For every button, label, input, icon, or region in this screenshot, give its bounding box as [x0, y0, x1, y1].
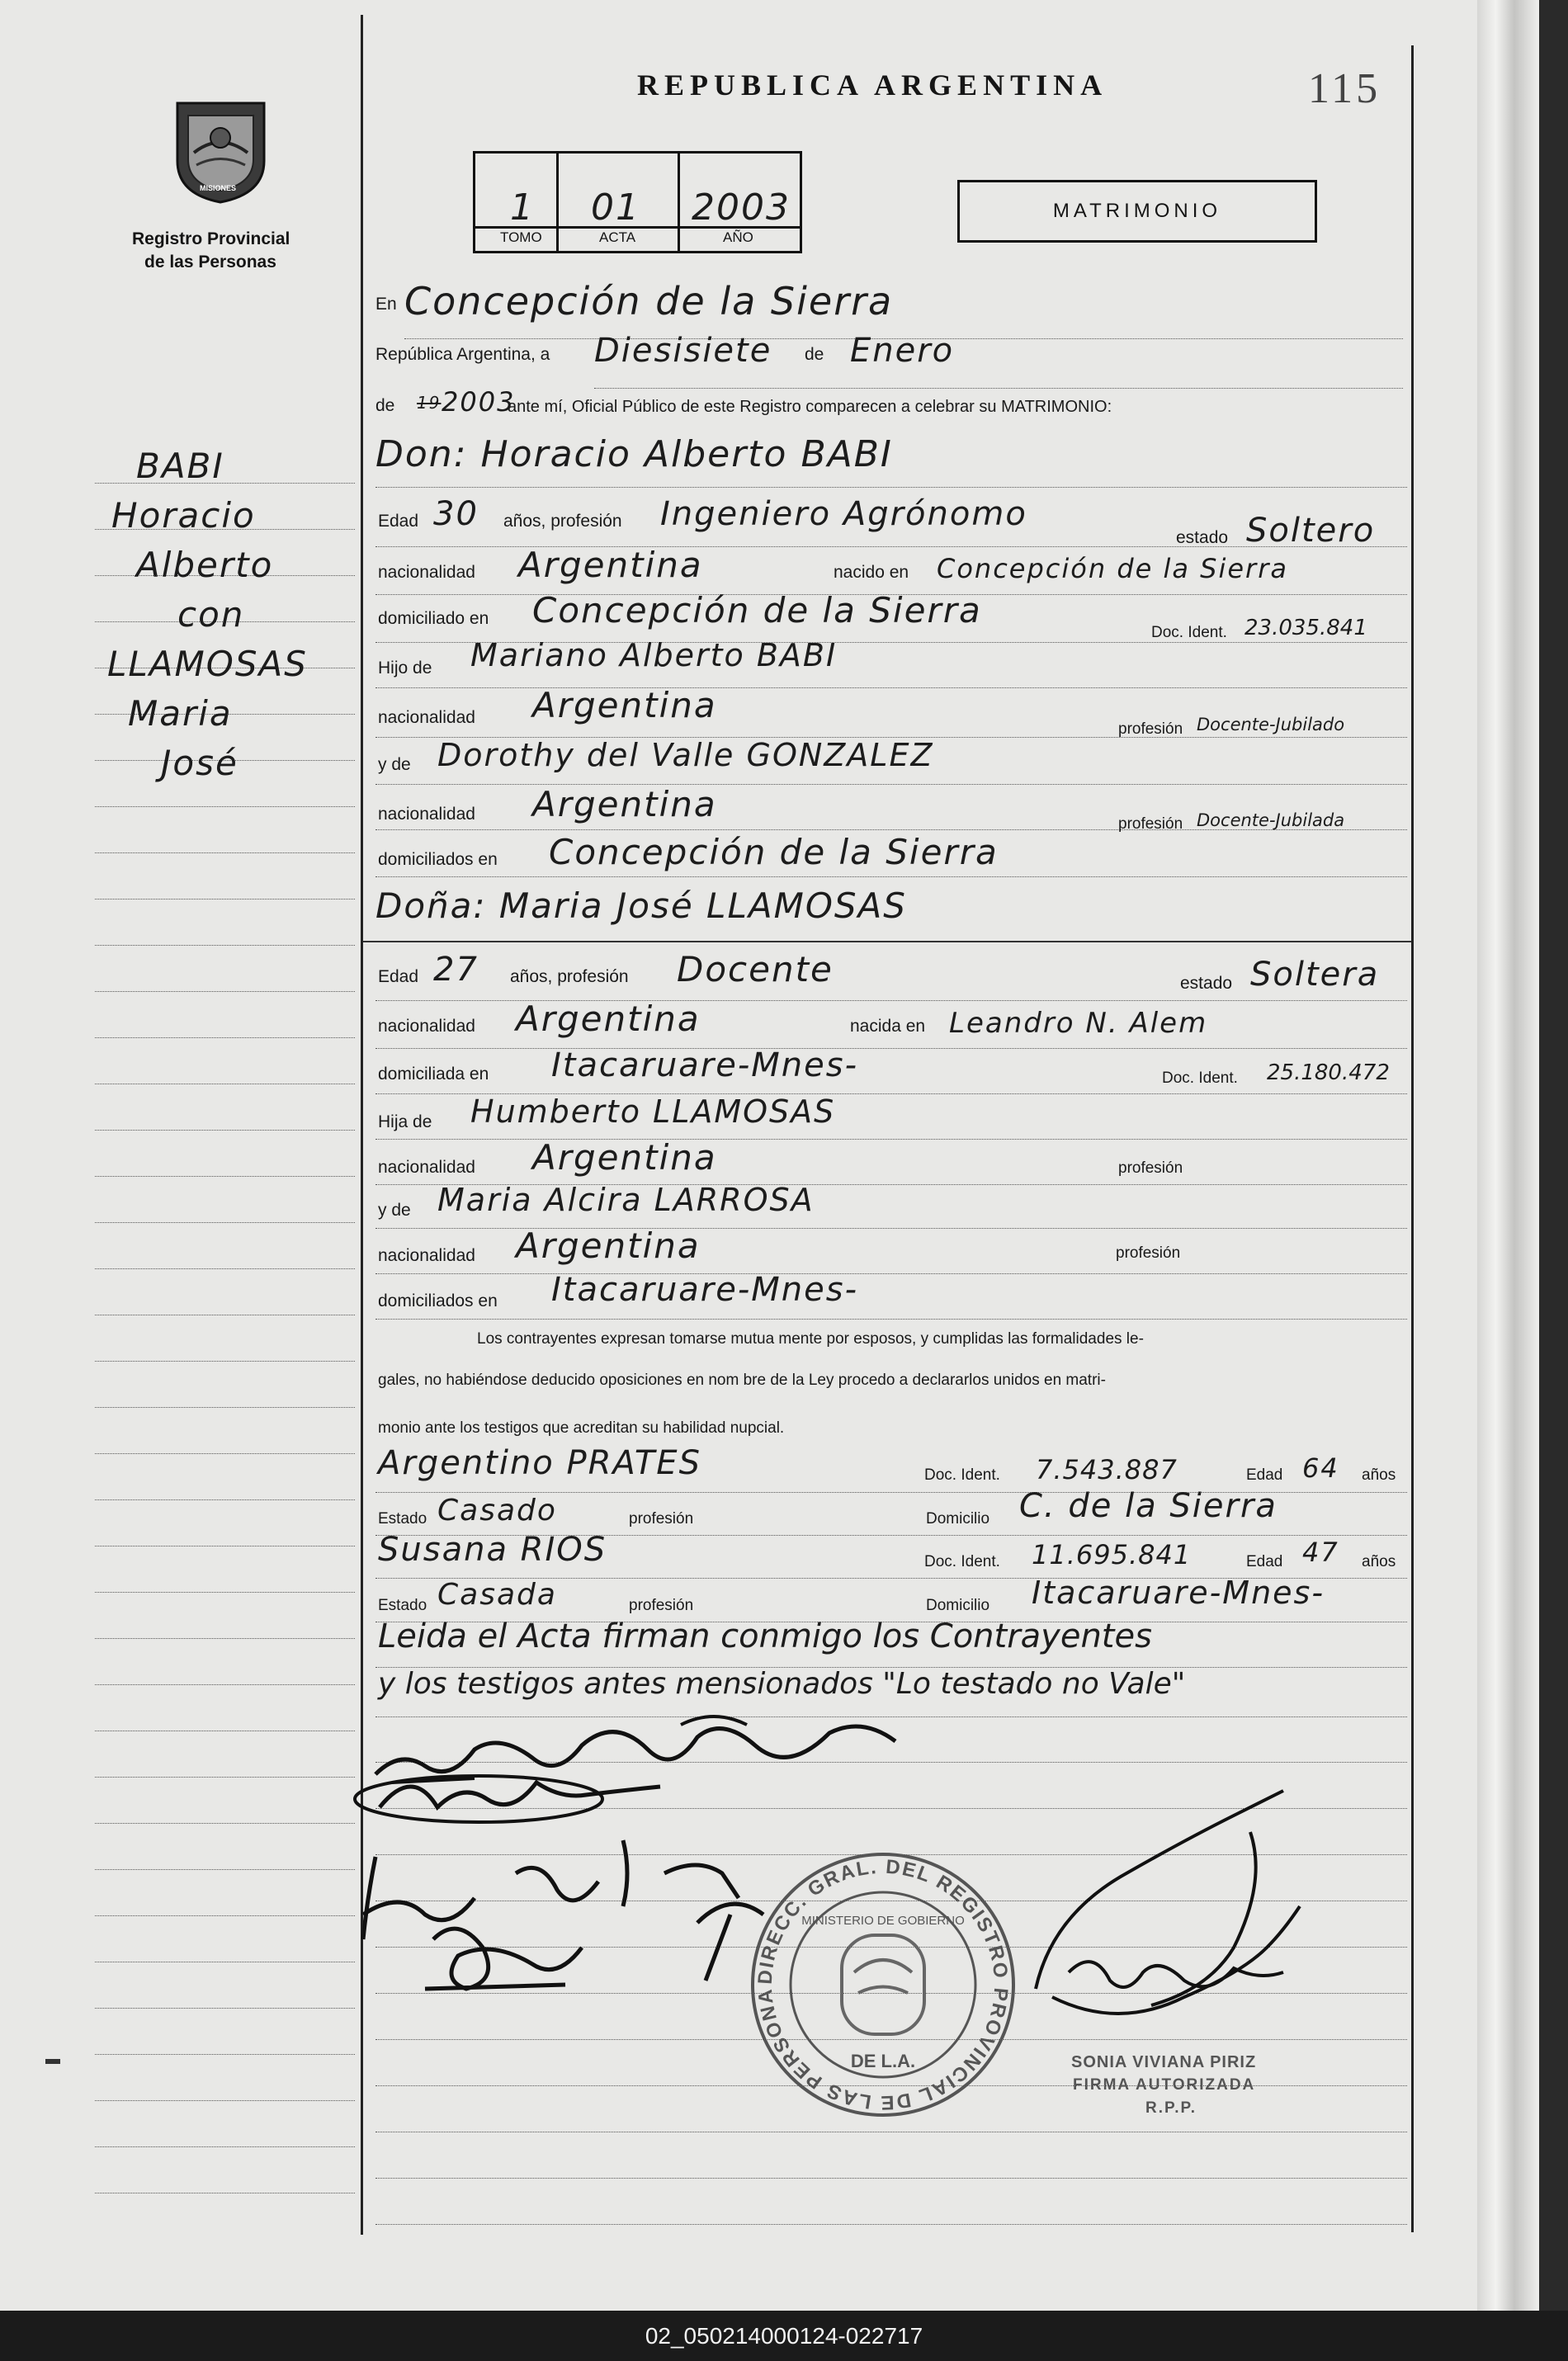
margin-ruled-line: [95, 1361, 355, 1362]
bride-hija-label: Hija de: [378, 1112, 432, 1131]
bride-age: 27: [433, 951, 479, 989]
witness2-anos-label: años: [1362, 1553, 1396, 1570]
anio-value: 2003: [692, 187, 791, 229]
groom-mother-profession: Docente-Jubilada: [1197, 810, 1345, 830]
officer-org: R.P.P.: [1145, 2099, 1197, 2117]
groom-mother: Dorothy del Valle GONZALEZ: [437, 737, 934, 773]
groom-mother-nationality: Argentina: [532, 784, 717, 824]
tomo-value: 1: [510, 187, 535, 229]
bride-doc: 25.180.472: [1267, 1060, 1390, 1085]
witness1-name: Argentino PRATES: [378, 1444, 701, 1482]
en-label: En: [375, 295, 397, 314]
groom-edad-label: Edad: [378, 512, 419, 531]
margin-ruled-line: [95, 1823, 355, 1824]
crest-icon: [165, 95, 276, 206]
record-type-label: MATRIMONIO: [1052, 200, 1222, 222]
bride-name-line: Doña: Maria José LLAMOSAS: [375, 885, 907, 926]
bride-profession: Docente: [677, 949, 834, 989]
bride-nat-label: nacionalidad: [378, 1017, 475, 1036]
margin-ruled-line: [95, 852, 355, 853]
groom-profession: Ingeniero Agrónomo: [660, 495, 1027, 533]
country-heading: REPUBLICA ARGENTINA: [637, 68, 1108, 102]
witness1-doc-label: Doc. Ident.: [924, 1466, 1000, 1484]
bride-father-nationality: Argentina: [532, 1137, 717, 1178]
bride-yde-label: y de: [378, 1201, 411, 1220]
bride-anos-label: años, profesión: [510, 967, 629, 986]
stamp-ring-text: DIRECC. GRAL. DEL REGISTRO PROVINCIAL DE LAS PERSONA: [753, 1855, 1013, 2114]
closing-line1: Leida el Acta firman conmigo los Contrayentes: [378, 1617, 1152, 1655]
groom-father-profession: Docente-Jubilado: [1197, 715, 1345, 734]
bride-father-prof-label: profesión: [1118, 1159, 1183, 1177]
witness2-domicile: Itacaruare-Mnes-: [1032, 1575, 1325, 1611]
year-prefix: 19: [417, 393, 442, 413]
margin-ruled-line: [95, 1222, 355, 1223]
bride-mother-nationality: Argentina: [516, 1225, 701, 1266]
margin-ruled-line: [95, 806, 355, 807]
tomo-label: TOMO: [500, 229, 542, 245]
margin-ruled-line: [95, 2146, 355, 2147]
witness2-doc-label: Doc. Ident.: [924, 1553, 1000, 1570]
witness1-estado-label: Estado: [378, 1510, 427, 1528]
signature-officer: [1019, 1783, 1316, 2047]
margin-ruled-line: [95, 1407, 355, 1408]
republica-label: República Argentina, a: [375, 345, 550, 364]
groom-hijo-label: Hijo de: [378, 659, 432, 678]
margin-ruled-line: [95, 1684, 355, 1685]
officer-title: FIRMA AUTORIZADA: [1073, 2076, 1256, 2094]
margin-ruled-line: [95, 1592, 355, 1593]
declaration-line1: Los contrayentes expresan tomarse mutua mente por esposos, y cumplidas las formalidades le-: [477, 1330, 1144, 1348]
bride-father-nat-label: nacionalidad: [378, 1158, 475, 1177]
binding-mark: [45, 2059, 60, 2064]
margin-ruled-line: [95, 899, 355, 900]
groom-nat-label: nacionalidad: [378, 563, 475, 582]
declaration-line3: monio ante los testigos que acreditan su habilidad nupcial.: [378, 1419, 785, 1437]
margin-ruled-line: [95, 483, 355, 484]
closing-line2: y los testigos antes mensionados "Lo testado no Vale": [378, 1667, 1186, 1701]
act-year: 2003: [442, 386, 516, 418]
crest-label: MISIONES: [200, 184, 237, 192]
margin-ruled-line: [95, 1915, 355, 1916]
groom-parents-domicile: Concepción de la Sierra: [549, 832, 999, 872]
groom-name-line: Don: Horacio Alberto BABI: [375, 433, 893, 475]
margin-ruled-line: [95, 2008, 355, 2009]
witness1-domicile: C. de la Sierra: [1019, 1487, 1278, 1525]
margin-ruled-line: [95, 1037, 355, 1038]
witness1-estado: Casado: [437, 1494, 557, 1528]
groom-father-nat-label: nacionalidad: [378, 708, 475, 727]
bride-doc-label: Doc. Ident.: [1162, 1070, 1238, 1087]
groom-estado-label: estado: [1176, 528, 1229, 547]
witness1-doc: 7.543.887: [1036, 1454, 1178, 1485]
de-year-label: de: [375, 396, 395, 415]
witness2-age: 47: [1302, 1537, 1339, 1568]
officer-name: SONIA VIVIANA PIRIZ: [1071, 2053, 1257, 2071]
image-id-footer: 02_050214000124-022717: [0, 2311, 1568, 2361]
groom-anos-label: años, profesión: [503, 512, 622, 531]
margin-ruled-line: [95, 1777, 355, 1778]
bride-mother-prof-label: profesión: [1116, 1244, 1181, 1262]
groom-age: 30: [433, 495, 479, 533]
margin-ruled-line: [95, 1130, 355, 1131]
bride-father: Humberto LLAMOSAS: [470, 1093, 836, 1130]
stamp-inner-text: MINISTERIO DE GOBIERNO: [801, 1914, 965, 1928]
bride-estado-label: estado: [1180, 974, 1233, 993]
act-place: Concepción de la Sierra: [404, 279, 894, 323]
intro-statement: ante mí, Oficial Público de este Registro comparecen a celebrar su MATRIMONIO:: [508, 398, 1112, 416]
act-day: Diesisiete: [594, 332, 772, 370]
acta-value: 01: [591, 187, 640, 229]
witness2-prof-label: profesión: [629, 1597, 694, 1614]
margin-ruled-line: [95, 945, 355, 946]
groom-mother-nat-label: nacionalidad: [378, 805, 475, 824]
registry-name-line2: de las Personas: [144, 253, 276, 272]
witness2-dom-label: Domicilio: [926, 1597, 990, 1614]
witness2-estado-label: Estado: [378, 1597, 427, 1614]
signature-ruled-line: [375, 2224, 1407, 2225]
witness2-name: Susana RIOS: [378, 1531, 607, 1569]
margin-name-bride-second: José: [161, 743, 239, 783]
margin-name-con: con: [177, 594, 245, 635]
groom-nacido-label: nacido en: [834, 563, 909, 582]
groom-estado: Soltero: [1246, 512, 1376, 550]
anio-label: AÑO: [723, 229, 753, 245]
bride-edad-label: Edad: [378, 967, 419, 986]
bride-nacida-label: nacida en: [850, 1017, 926, 1036]
witness2-doc: 11.695.841: [1032, 1539, 1192, 1570]
signature-witness1: [351, 1824, 796, 2005]
witness1-age: 64: [1302, 1452, 1339, 1484]
bride-birthplace: Leandro N. Alem: [949, 1007, 1208, 1040]
witness2-estado: Casada: [437, 1578, 557, 1612]
witness2-edad-label: Edad: [1246, 1553, 1283, 1570]
groom-nationality: Argentina: [518, 545, 703, 585]
registry-stamp: [747, 1849, 1019, 2121]
act-month: Enero: [850, 332, 955, 370]
groom-domicile: Concepción de la Sierra: [532, 590, 982, 630]
bride-parents-dom-label: domiciliados en: [378, 1291, 498, 1310]
margin-ruled-line: [95, 2100, 355, 2101]
groom-mother-prof-label: profesión: [1118, 815, 1183, 833]
bride-dom-label: domiciliada en: [378, 1065, 489, 1084]
page-edge: [1477, 0, 1539, 2311]
margin-ruled-line: [95, 1869, 355, 1870]
groom-birthplace: Concepción de la Sierra: [937, 553, 1288, 584]
de-month-label: de: [805, 345, 824, 364]
bride-mother: Maria Alcira LARROSA: [437, 1182, 815, 1218]
bride-mother-nat-label: nacionalidad: [378, 1246, 475, 1265]
margin-name-surname: BABI: [136, 446, 224, 486]
groom-dom-label: domiciliado en: [378, 609, 489, 628]
groom-father-prof-label: profesión: [1118, 720, 1183, 738]
bride-estado: Soltera: [1250, 956, 1380, 994]
margin-ruled-line: [95, 1499, 355, 1500]
bride-parents-domicile: Itacaruare-Mnes-: [551, 1271, 859, 1309]
margin-ruled-line: [95, 1268, 355, 1269]
groom-father-nationality: Argentina: [532, 685, 717, 725]
bride-domicile: Itacaruare-Mnes-: [551, 1046, 859, 1084]
acta-label: ACTA: [599, 229, 636, 245]
declaration-line2: gales, no habiéndose deducido oposiciones en nom bre de la Ley procedo a declararlos unidos en matri-: [378, 1372, 1106, 1389]
witness1-prof-label: profesión: [629, 1510, 694, 1528]
groom-doc: 23.035.841: [1244, 616, 1367, 640]
witness1-anos-label: años: [1362, 1466, 1396, 1484]
groom-doc-label: Doc. Ident.: [1151, 624, 1227, 641]
stamp-bottom-text: DE L.A.: [850, 2051, 916, 2071]
margin-ruled-line: [95, 1638, 355, 1639]
groom-parents-dom-label: domiciliados en: [378, 850, 498, 869]
margin-name-bride-first: Maria: [128, 693, 233, 734]
margin-ruled-line: [95, 2054, 355, 2055]
margin-name-first: Horacio: [111, 495, 256, 536]
margin-ruled-line: [95, 991, 355, 992]
groom-father: Mariano Alberto BABI: [470, 637, 838, 673]
registry-name-line1: Registro Provincial: [132, 229, 290, 248]
witness1-dom-label: Domicilio: [926, 1510, 990, 1528]
record-number-box: [473, 151, 802, 253]
margin-ruled-line: [95, 1176, 355, 1177]
margin-name-bride-surname: LLAMOSAS: [107, 644, 308, 684]
signature-ruled-line: [375, 2178, 1407, 2179]
record-type-box: [957, 180, 1317, 243]
page-number: 115: [1308, 65, 1381, 112]
margin-ruled-line: [95, 1453, 355, 1454]
groom-yde-label: y de: [378, 755, 411, 774]
margin-name-second: Alberto: [136, 545, 274, 585]
bride-nationality: Argentina: [516, 999, 701, 1039]
right-border: [1411, 45, 1414, 2232]
witness1-edad-label: Edad: [1246, 1466, 1283, 1484]
